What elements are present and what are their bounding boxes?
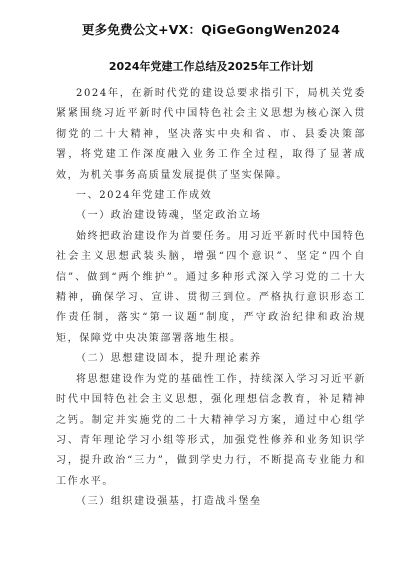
subsection-heading-3: （三）组织建设强基，打造战斗堡垒 [76,496,262,508]
intro-paragraph: 2024年，在新时代党的建设总要求指引下，局机关党委紧紧围绕习近平新时代中国特色社会主义思想为核心深入贯彻党的二十大精神，坚决落实中央和省、市、县委决策部署，将党建工作深度融入业务工作全过程，取得了显著成效，为机关事务高质量发展提供了坚实保障。 [56,88,366,181]
watermark-header: 更多免费公文+VX：QiGeGongWen2024 [81,22,341,37]
document-title: 2024年党建工作总结及2025年工作计划 [108,60,314,73]
subsection-heading-1: （一）政治建设铸魂，坚定政治立场 [76,210,262,222]
subsection-body-2: 将思想建设作为党的基础性工作，持续深入学习习近平新时代中国特色社会主义思想，强化理想信念教育，补足精神之钙。制定并实施党的二十大精神学习方案，通过中心组学习、青年理论学习小组等形式，加强党性修养和业务知识学习，提升政治“三力”，做到学史力行，不断提高专业能力和工作水平。 [56,373,366,487]
subsection-heading-2: （二）思想建设固本，提升理论素养 [76,353,262,365]
section-heading-1: 一、2024年党建工作成效 [76,190,213,202]
subsection-body-1: 始终把政治建设作为首要任务。用习近平新时代中国特色社会主义思想武装头脑，增强“四个意识”、坚定“四个自信”、做到“两个维护”。通过多种形式深入学习党的二十大精神，确保学习、宣讲、贯彻三到位。严格执行意识形态工作责任制，落实“第一议题”制度，严守政治纪律和政治规矩，保障党中央决策部署落地生根。 [56,230,366,344]
